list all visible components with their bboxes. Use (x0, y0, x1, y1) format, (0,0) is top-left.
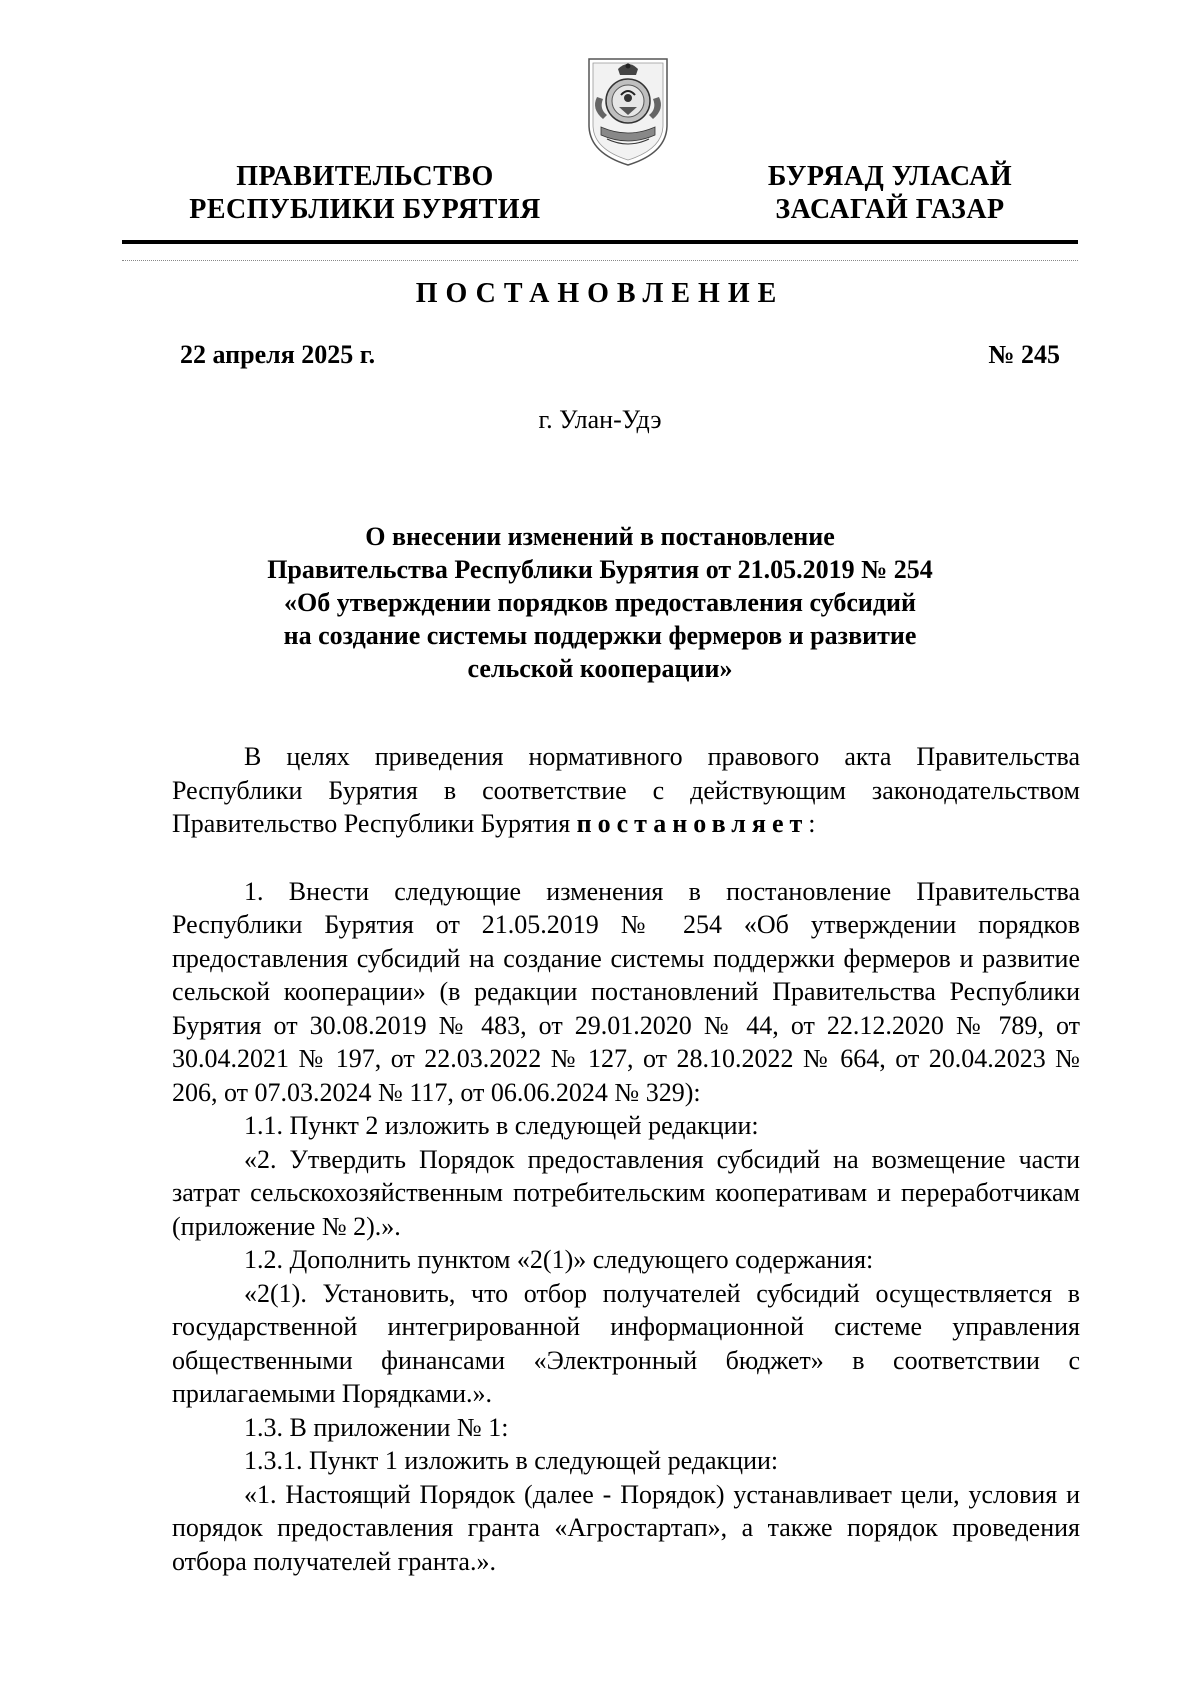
document-title-line: «Об утверждении порядков предоставления субсидий (284, 588, 916, 617)
preamble-paragraph (172, 740, 1080, 841)
body-paragraph: 1. Внести следующие изменения в постановление Правительства Республики Бурятия от 21.05.2019 № 254 «Об утверждении порядков предоставления субсидий на создание системы поддержки фермеров и развитие сельской кооперации» (в редакции постановлений Правительства Республики Бурятия от 30.08.2019 № 483, от 29.01.2020 № 44, от 22.12.2020 № 789, от 30.04.2021 № 197, от 22.03.2022 № 127, от 28.10.2022 № 664, от 20.04.2023 № 206, от 07.03.2024 № 117, от 06.06.2024 № 329): (172, 876, 1080, 1107)
government-name-buryat-line-2: ЗАСАГАЙ ГАЗАР (775, 194, 1005, 225)
document-type-heading: ПОСТАНОВЛЕНИЕ (415, 278, 785, 309)
document-city: г. Улан-Удэ (538, 405, 662, 434)
preamble-end: : (808, 809, 816, 838)
body-paragraph: 1.3.1. Пункт 1 изложить в следующей редакции: (244, 1446, 779, 1475)
body-paragraph: 1.1. Пункт 2 изложить в следующей редакции: (244, 1111, 759, 1140)
document-title-line: О внесении изменений в постановление (365, 522, 835, 551)
preamble-verb: постановляет (576, 809, 809, 838)
header-divider-thick (122, 240, 1078, 244)
document-title-line: Правительства Республики Бурятия от 21.05.2019 № 254 (267, 555, 933, 584)
header-divider-thin (122, 260, 1078, 261)
document-title-line: сельской кооперации» (467, 654, 733, 683)
body-paragraph: «1. Настоящий Порядок (далее - Порядок) устанавливает цели, условия и порядок предоставления гранта «Агростартап», а также порядок проведения отбора получателей гранта.». (172, 1479, 1080, 1576)
document-title-line: на создание системы поддержки фермеров и развитие (283, 621, 917, 650)
document-number: № 245 (988, 340, 1060, 369)
document-date: 22 апреля 2025 г. (180, 340, 376, 369)
government-name-russian (170, 160, 560, 226)
government-name-russian-line-1: ПРАВИТЕЛЬСТВО (236, 161, 494, 192)
body-paragraph: «2. Утвердить Порядок предоставления субсидий на возмещение части затрат сельскохозяйственным потребительским кооперативам и переработчикам (приложение № 2).». (172, 1144, 1080, 1241)
document-title (200, 520, 1000, 685)
preamble-text: В целях приведения нормативного правового акта Правительства Республики Бурятия в соответствие с действующим законодательством Правительство Республики Бурятия (172, 742, 1080, 838)
body-paragraph: 1.3. В приложении № 1: (244, 1412, 509, 1442)
government-name-buryat (730, 160, 1050, 226)
body-paragraph: «2(1). Установить, что отбор получателей субсидий осуществляется в государственной интегрированной информационной системе управления общественными финансами «Электронный бюджет» в соответствии с прилагаемыми Порядками.». (172, 1278, 1080, 1408)
body-paragraph: 1.2. Дополнить пунктом «2(1)» следующего содержания: (244, 1245, 874, 1274)
government-name-buryat-line-1: БУРЯАД УЛАСАЙ (767, 161, 1013, 192)
coat-of-arms-icon (583, 53, 673, 169)
document-body (172, 740, 1080, 1578)
government-name-russian-line-2: РЕСПУБЛИКИ БУРЯТИЯ (189, 194, 541, 225)
